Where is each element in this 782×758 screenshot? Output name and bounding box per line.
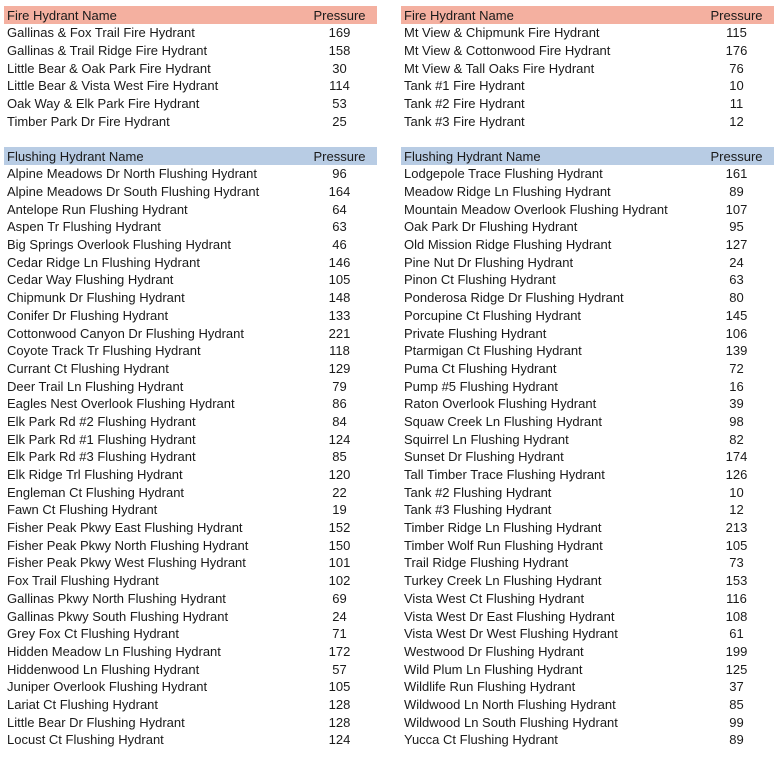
pressure-cell: 172	[328, 643, 351, 659]
hydrant-name-cell: Cedar Ridge Ln Flushing Hydrant	[7, 254, 200, 270]
hydrant-name-cell: Mt View & Cottonwood Fire Hydrant	[404, 43, 611, 59]
header-pressure: Pressure	[313, 148, 366, 164]
table-row	[4, 731, 377, 749]
table-row	[401, 590, 774, 608]
hydrant-name-cell: Fisher Peak Pkwy West Flushing Hydrant	[7, 555, 246, 571]
table-row	[4, 360, 377, 378]
hydrant-name-cell: Antelope Run Flushing Hydrant	[7, 201, 188, 217]
table-row	[401, 483, 774, 501]
table-row	[401, 342, 774, 360]
pressure-cell: 80	[729, 290, 744, 306]
hydrant-name-cell: Alpine Meadows Dr North Flushing Hydrant	[7, 166, 257, 182]
table-row	[401, 307, 774, 325]
pressure-cell: 139	[725, 343, 748, 359]
table-row	[401, 377, 774, 395]
hydrant-name-cell: Oak Park Dr Flushing Hydrant	[404, 219, 578, 235]
pressure-cell: 89	[729, 732, 744, 748]
hydrant-name-cell: Wildlife Run Flushing Hydrant	[404, 679, 576, 695]
table-row	[4, 483, 377, 501]
hydrant-name-cell: Private Flushing Hydrant	[404, 325, 547, 341]
pressure-cell: 10	[729, 484, 744, 500]
table-row	[4, 59, 377, 77]
table-row	[401, 430, 774, 448]
pressure-cell: 115	[726, 25, 747, 41]
hydrant-name-cell: Squirrel Ln Flushing Hydrant	[404, 431, 569, 447]
hydrant-name-cell: Lariat Ct Flushing Hydrant	[7, 696, 159, 712]
hydrant-name-cell: Fox Trail Flushing Hydrant	[7, 573, 159, 589]
pressure-cell: 30	[332, 60, 347, 76]
hydrant-name-cell: Squaw Creek Ln Flushing Hydrant	[404, 413, 602, 429]
table-row	[4, 678, 377, 696]
table-row	[401, 536, 774, 554]
hydrant-name-cell: Currant Ct Flushing Hydrant	[7, 360, 169, 376]
pressure-cell: 98	[729, 413, 744, 429]
table-row	[4, 253, 377, 271]
table-body	[4, 165, 377, 749]
pressure-cell: 11	[729, 96, 744, 112]
table-row	[4, 413, 377, 431]
table-row	[401, 95, 774, 113]
table-row	[4, 236, 377, 254]
table-row	[4, 660, 377, 678]
table-row	[4, 519, 377, 537]
hydrant-name-cell: Turkey Creek Ln Flushing Hydrant	[404, 573, 602, 589]
table-row	[401, 643, 774, 661]
table-row	[401, 696, 774, 714]
pressure-cell: 152	[328, 520, 351, 536]
hydrant-name-cell: Pinon Ct Flushing Hydrant	[404, 272, 556, 288]
header-name: Fire Hydrant Name	[404, 7, 514, 23]
hydrant-name-cell: Ptarmigan Ct Flushing Hydrant	[404, 343, 582, 359]
table-header	[4, 147, 377, 165]
pressure-cell: 174	[725, 449, 748, 465]
hydrant-name-cell: Gallinas & Fox Trail Fire Hydrant	[7, 25, 195, 41]
hydrant-name-cell: Elk Park Rd #2 Flushing Hydrant	[7, 413, 196, 429]
pressure-cell: 153	[725, 573, 748, 589]
hydrant-name-cell: Cedar Way Flushing Hydrant	[7, 272, 174, 288]
hydrant-name-cell: Elk Park Rd #1 Flushing Hydrant	[7, 431, 196, 447]
pressure-cell: 199	[725, 643, 748, 659]
pressure-cell: 129	[328, 360, 351, 376]
hydrant-name-cell: Hiddenwood Ln Flushing Hydrant	[7, 661, 200, 677]
table-row	[401, 24, 774, 42]
table-row	[401, 360, 774, 378]
hydrant-name-cell: Mt View & Tall Oaks Fire Hydrant	[404, 60, 595, 76]
pressure-cell: 105	[328, 679, 351, 695]
table-row	[401, 660, 774, 678]
table-row	[401, 271, 774, 289]
hydrant-name-cell: Oak Way & Elk Park Fire Hydrant	[7, 96, 200, 112]
hydrant-name-cell: Engleman Ct Flushing Hydrant	[7, 484, 185, 500]
table-row	[401, 324, 774, 342]
table-row	[4, 536, 377, 554]
table-body	[4, 24, 377, 130]
hydrant-name-cell: Trail Ridge Flushing Hydrant	[404, 555, 569, 571]
pressure-cell: 22	[332, 484, 347, 500]
hydrant-name-cell: Cottonwood Canyon Dr Flushing Hydrant	[7, 325, 245, 341]
hydrant-name-cell: Aspen Tr Flushing Hydrant	[7, 219, 161, 235]
hydrant-name-cell: Wildwood Ln North Flushing Hydrant	[404, 696, 616, 712]
hydrant-name-cell: Raton Overlook Flushing Hydrant	[404, 396, 597, 412]
pressure-cell: 161	[725, 166, 748, 182]
pressure-cell: 127	[725, 237, 748, 253]
hydrant-name-cell: Juniper Overlook Flushing Hydrant	[7, 679, 208, 695]
hydrant-name-cell: Ponderosa Ridge Dr Flushing Hydrant	[404, 290, 624, 306]
table-row	[401, 395, 774, 413]
hydrant-name-cell: Elk Ridge Trl Flushing Hydrant	[7, 467, 183, 483]
table-row	[4, 95, 377, 113]
hydrant-name-cell: Hidden Meadow Ln Flushing Hydrant	[7, 643, 221, 659]
table-row	[401, 413, 774, 431]
hydrant-name-cell: Chipmunk Dr Flushing Hydrant	[7, 290, 185, 306]
pressure-cell: 105	[328, 272, 351, 288]
hydrant-name-cell: Timber Ridge Ln Flushing Hydrant	[404, 520, 602, 536]
hydrant-name-cell: Fisher Peak Pkwy East Flushing Hydrant	[7, 520, 243, 536]
table-row	[401, 253, 774, 271]
pressure-cell: 82	[729, 431, 744, 447]
table-row	[4, 324, 377, 342]
table-row	[4, 271, 377, 289]
hydrant-name-cell: Vista West Dr East Flushing Hydrant	[404, 608, 615, 624]
pressure-cell: 221	[328, 325, 351, 341]
header-pressure: Pressure	[313, 7, 366, 23]
pressure-cell: 126	[725, 467, 748, 483]
pressure-cell: 148	[328, 290, 351, 306]
table-row	[401, 183, 774, 201]
pressure-cell: 84	[332, 413, 347, 429]
hydrant-name-cell: Meadow Ridge Ln Flushing Hydrant	[404, 184, 611, 200]
pressure-cell: 53	[332, 96, 347, 112]
pressure-cell: 108	[725, 608, 748, 624]
hydrant-name-cell: Tank #2 Fire Hydrant	[404, 96, 525, 112]
fire-hydrant-table-right	[401, 6, 774, 130]
table-row	[4, 696, 377, 714]
hydrant-name-cell: Little Bear & Vista West Fire Hydrant	[7, 78, 219, 94]
header-name: Flushing Hydrant Name	[404, 148, 541, 164]
pressure-cell: 164	[328, 184, 351, 200]
table-row	[401, 236, 774, 254]
flushing-hydrant-table-left	[4, 147, 377, 749]
table-row	[401, 607, 774, 625]
hydrant-name-cell: Pump #5 Flushing Hydrant	[404, 378, 558, 394]
hydrant-name-cell: Yucca Ct Flushing Hydrant	[404, 732, 558, 748]
pressure-cell: 95	[729, 219, 744, 235]
table-row	[401, 42, 774, 60]
table-row	[401, 625, 774, 643]
pressure-cell: 101	[328, 555, 351, 571]
hydrant-name-cell: Timber Park Dr Fire Hydrant	[7, 113, 170, 129]
pressure-cell: 145	[725, 307, 748, 323]
table-body	[401, 165, 774, 749]
hydrant-name-cell: Gallinas Pkwy South Flushing Hydrant	[7, 608, 229, 624]
pressure-cell: 128	[328, 714, 351, 730]
hydrant-name-cell: Vista West Ct Flushing Hydrant	[404, 590, 585, 606]
table-row	[4, 218, 377, 236]
table-row	[4, 77, 377, 95]
header-pressure: Pressure	[710, 7, 763, 23]
flushing-hydrant-table-right	[401, 147, 774, 749]
pressure-cell: 106	[725, 325, 748, 341]
hydrant-name-cell: Tall Timber Trace Flushing Hydrant	[404, 467, 605, 483]
pressure-cell: 16	[729, 378, 744, 394]
pressure-cell: 79	[332, 378, 347, 394]
table-row	[4, 430, 377, 448]
table-row	[4, 572, 377, 590]
table-row	[401, 77, 774, 95]
table-row	[4, 713, 377, 731]
pressure-cell: 158	[328, 43, 351, 59]
pressure-cell: 124	[328, 732, 351, 748]
hydrant-name-cell: Wildwood Ln South Flushing Hydrant	[404, 714, 618, 730]
table-row	[401, 501, 774, 519]
pressure-cell: 116	[726, 590, 747, 606]
pressure-cell: 12	[729, 502, 744, 518]
table-row	[401, 200, 774, 218]
table-row	[4, 501, 377, 519]
hydrant-name-cell: Little Bear & Oak Park Fire Hydrant	[7, 60, 211, 76]
table-row	[401, 572, 774, 590]
pressure-cell: 107	[725, 201, 748, 217]
header-pressure: Pressure	[710, 148, 763, 164]
hydrant-name-cell: Porcupine Ct Flushing Hydrant	[404, 307, 582, 323]
pressure-cell: 133	[328, 307, 351, 323]
table-row	[4, 625, 377, 643]
hydrant-name-cell: Gallinas Pkwy North Flushing Hydrant	[7, 590, 226, 606]
table-row	[401, 466, 774, 484]
pressure-cell: 10	[729, 78, 744, 94]
pressure-cell: 61	[729, 626, 744, 642]
table-header	[401, 6, 774, 24]
pressure-cell: 19	[332, 502, 347, 518]
fire-hydrant-table-left	[4, 6, 377, 130]
table-header	[401, 147, 774, 165]
pressure-cell: 124	[328, 431, 351, 447]
table-body	[401, 24, 774, 130]
header-name: Fire Hydrant Name	[7, 7, 117, 23]
pressure-cell: 46	[332, 237, 347, 253]
table-row	[4, 448, 377, 466]
hydrant-name-cell: Coyote Track Tr Flushing Hydrant	[7, 343, 201, 359]
table-row	[4, 377, 377, 395]
pressure-cell: 37	[729, 679, 744, 695]
pressure-cell: 89	[729, 184, 744, 200]
table-row	[401, 218, 774, 236]
pressure-cell: 69	[332, 590, 347, 606]
pressure-cell: 57	[332, 661, 347, 677]
pressure-cell: 120	[328, 467, 351, 483]
table-header	[4, 6, 377, 24]
hydrant-name-cell: Timber Wolf Run Flushing Hydrant	[404, 537, 603, 553]
pressure-cell: 24	[332, 608, 347, 624]
pressure-cell: 146	[328, 254, 351, 270]
table-row	[401, 59, 774, 77]
hydrant-name-cell: Old Mission Ridge Flushing Hydrant	[404, 237, 612, 253]
pressure-cell: 176	[725, 43, 748, 59]
hydrant-name-cell: Westwood Dr Flushing Hydrant	[404, 643, 584, 659]
pressure-cell: 114	[329, 78, 350, 94]
pressure-cell: 150	[328, 537, 351, 553]
table-row	[401, 448, 774, 466]
table-row	[4, 395, 377, 413]
table-row	[4, 643, 377, 661]
table-row	[4, 590, 377, 608]
hydrant-name-cell: Gallinas & Trail Ridge Fire Hydrant	[7, 43, 208, 59]
hydrant-name-cell: Lodgepole Trace Flushing Hydrant	[404, 166, 603, 182]
pressure-cell: 125	[725, 661, 748, 677]
pressure-cell: 85	[729, 696, 744, 712]
pressure-cell: 85	[332, 449, 347, 465]
hydrant-name-cell: Big Springs Overlook Flushing Hydrant	[7, 237, 231, 253]
hydrant-name-cell: Eagles Nest Overlook Flushing Hydrant	[7, 396, 235, 412]
pressure-cell: 25	[332, 113, 347, 129]
header-name: Flushing Hydrant Name	[7, 148, 144, 164]
hydrant-name-cell: Sunset Dr Flushing Hydrant	[404, 449, 564, 465]
table-row	[4, 289, 377, 307]
hydrant-name-cell: Wild Plum Ln Flushing Hydrant	[404, 661, 583, 677]
hydrant-name-cell: Mt View & Chipmunk Fire Hydrant	[404, 25, 600, 41]
pressure-cell: 86	[332, 396, 347, 412]
pressure-cell: 118	[329, 343, 350, 359]
pressure-cell: 63	[729, 272, 744, 288]
hydrant-name-cell: Vista West Dr West Flushing Hydrant	[404, 626, 618, 642]
pressure-cell: 169	[328, 25, 351, 41]
pressure-cell: 24	[729, 254, 744, 270]
hydrant-name-cell: Elk Park Rd #3 Flushing Hydrant	[7, 449, 196, 465]
table-row	[4, 183, 377, 201]
hydrant-name-cell: Alpine Meadows Dr South Flushing Hydrant	[7, 184, 260, 200]
hydrant-name-cell: Tank #3 Flushing Hydrant	[404, 502, 552, 518]
pressure-cell: 71	[332, 626, 347, 642]
table-row	[401, 713, 774, 731]
table-row	[401, 554, 774, 572]
table-row	[4, 466, 377, 484]
hydrant-name-cell: Tank #1 Fire Hydrant	[404, 78, 525, 94]
hydrant-name-cell: Puma Ct Flushing Hydrant	[404, 360, 557, 376]
pressure-cell: 102	[328, 573, 351, 589]
pressure-cell: 39	[729, 396, 744, 412]
table-row	[4, 200, 377, 218]
pressure-cell: 213	[725, 520, 748, 536]
hydrant-name-cell: Deer Trail Ln Flushing Hydrant	[7, 378, 184, 394]
table-row	[4, 554, 377, 572]
hydrant-name-cell: Little Bear Dr Flushing Hydrant	[7, 714, 185, 730]
hydrant-name-cell: Fisher Peak Pkwy North Flushing Hydrant	[7, 537, 249, 553]
pressure-cell: 63	[332, 219, 347, 235]
hydrant-name-cell: Grey Fox Ct Flushing Hydrant	[7, 626, 179, 642]
hydrant-name-cell: Locust Ct Flushing Hydrant	[7, 732, 164, 748]
pressure-cell: 128	[328, 696, 351, 712]
pressure-cell: 72	[729, 360, 744, 376]
table-row	[4, 24, 377, 42]
hydrant-name-cell: Pine Nut Dr Flushing Hydrant	[404, 254, 574, 270]
table-row	[401, 678, 774, 696]
table-row	[401, 289, 774, 307]
hydrant-name-cell: Tank #3 Fire Hydrant	[404, 113, 525, 129]
table-row	[401, 519, 774, 537]
hydrant-name-cell: Mountain Meadow Overlook Flushing Hydrant	[404, 201, 668, 217]
pressure-cell: 76	[729, 60, 744, 76]
table-row	[4, 165, 377, 183]
table-row	[4, 307, 377, 325]
pressure-cell: 64	[332, 201, 347, 217]
pressure-cell: 73	[729, 555, 744, 571]
table-row	[4, 42, 377, 60]
table-row	[4, 607, 377, 625]
pressure-cell: 96	[332, 166, 347, 182]
pressure-cell: 105	[725, 537, 748, 553]
table-row	[4, 112, 377, 130]
table-row	[401, 112, 774, 130]
hydrant-name-cell: Conifer Dr Flushing Hydrant	[7, 307, 169, 323]
pressure-cell: 12	[729, 113, 744, 129]
pressure-cell: 99	[729, 714, 744, 730]
table-row	[401, 731, 774, 749]
table-row	[4, 342, 377, 360]
table-row	[401, 165, 774, 183]
hydrant-name-cell: Tank #2 Flushing Hydrant	[404, 484, 552, 500]
hydrant-name-cell: Fawn Ct Flushing Hydrant	[7, 502, 158, 518]
